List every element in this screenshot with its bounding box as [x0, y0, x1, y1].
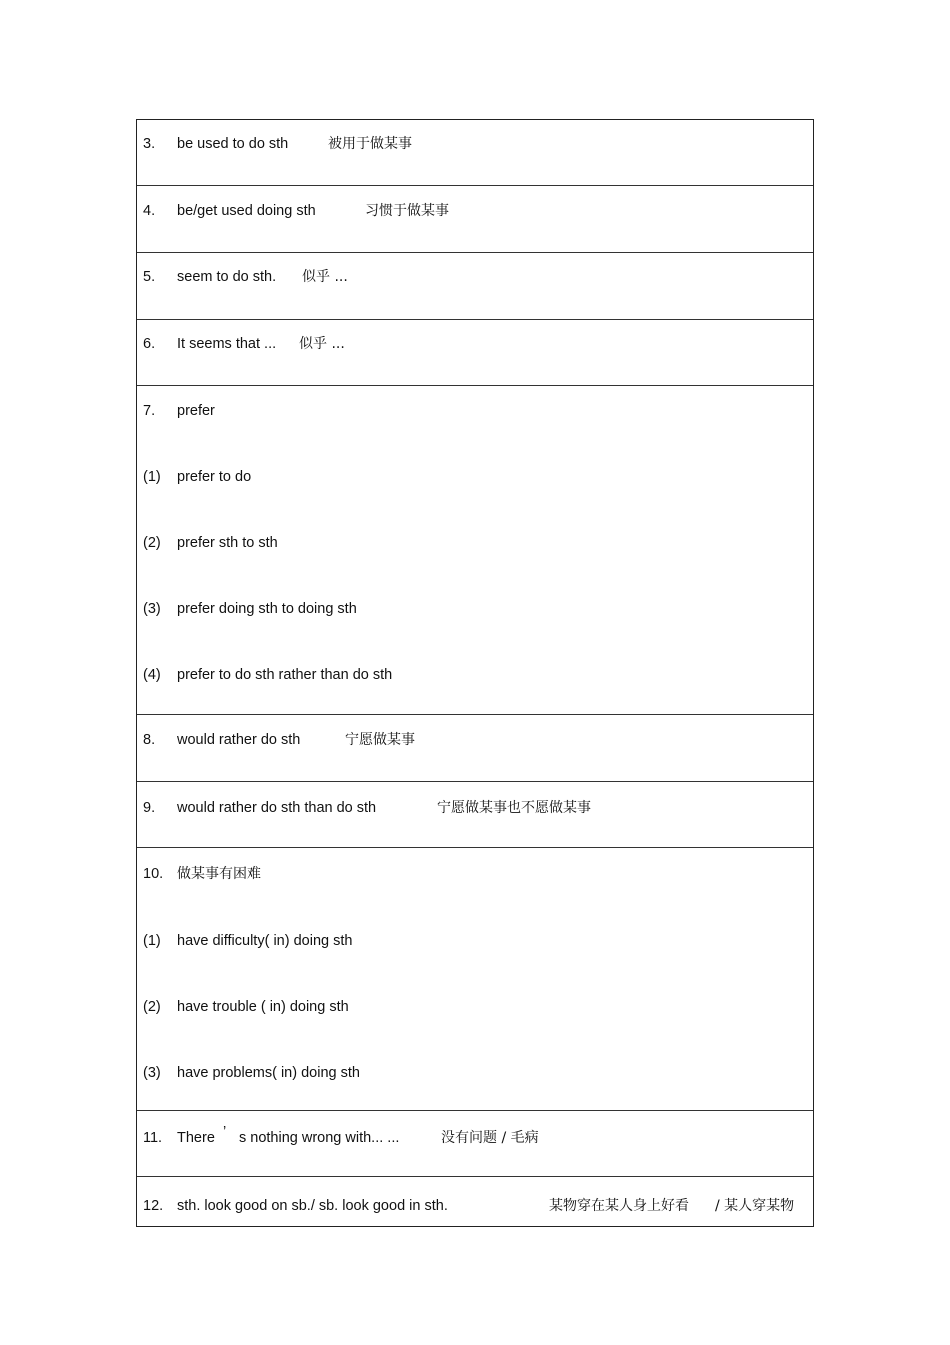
- sub-item-number: (2): [143, 535, 161, 551]
- item-number: 12.: [143, 1198, 164, 1214]
- phrase-text: would rather do sth: [177, 732, 301, 748]
- item-number: 9.: [143, 800, 156, 816]
- phrase-meaning: 似乎 ...: [302, 269, 348, 285]
- table-row: [137, 848, 813, 1111]
- sub-phrase-text: prefer to do sth rather than do sth: [177, 667, 393, 683]
- sub-item-number: (1): [143, 469, 161, 485]
- sub-phrase-text: have difficulty( in) doing sth: [177, 933, 353, 949]
- phrase-text: be/get used doing sth: [177, 203, 316, 219]
- phrase-text: 做某事有困难: [177, 866, 261, 882]
- phrase-text: be used to do sth: [177, 136, 289, 152]
- table-row: [137, 120, 813, 186]
- item-number: 7.: [143, 403, 156, 419]
- sub-phrase-text: prefer to do: [177, 469, 252, 485]
- phrase-text: prefer: [177, 403, 215, 419]
- sub-item-number: (1): [143, 933, 161, 949]
- sub-item-number: (3): [143, 1065, 161, 1081]
- phrase-meaning: 宁愿做某事: [345, 732, 415, 748]
- table-row: [137, 253, 813, 320]
- phrase-text-end: s nothing wrong with... ...: [239, 1130, 400, 1146]
- item-number: 10.: [143, 866, 164, 882]
- sub-phrase-text: have trouble ( in) doing sth: [177, 999, 349, 1015]
- apostrophe-mark: ’: [223, 1124, 227, 1140]
- phrase-text: sth. look good on sb./ sb. look good in sth.: [177, 1198, 448, 1214]
- table-row: [137, 386, 813, 715]
- phrase-meaning: 被用于做某事: [328, 136, 412, 152]
- phrase-meaning: 没有问题 / 毛病: [441, 1130, 539, 1146]
- phrase-text: would rather do sth than do sth: [177, 800, 377, 816]
- sub-item-number: (3): [143, 601, 161, 617]
- sub-phrase-text: prefer doing sth to doing sth: [177, 601, 357, 617]
- phrase-meaning: 某物穿在某人身上好看: [549, 1198, 689, 1214]
- item-number: 5.: [143, 269, 156, 285]
- table-row: [137, 320, 813, 386]
- sub-phrase-text: have problems( in) doing sth: [177, 1065, 360, 1081]
- phrase-meaning: 习惯于做某事: [365, 203, 449, 219]
- phrase-meaning: 似乎 ...: [299, 336, 345, 352]
- phrase-meaning-alt: / 某人穿某物: [715, 1198, 795, 1214]
- item-number: 6.: [143, 336, 156, 352]
- phrase-text: It seems that ...: [177, 336, 277, 352]
- phrase-text: seem to do sth.: [177, 269, 277, 285]
- table-row: [137, 1177, 813, 1227]
- item-number: 3.: [143, 136, 156, 152]
- phrase-meaning: 宁愿做某事也不愿做某事: [437, 800, 591, 816]
- table-row: [137, 1111, 813, 1177]
- sub-phrase-text: prefer sth to sth: [177, 535, 278, 551]
- table-row: [137, 715, 813, 782]
- item-number: 4.: [143, 203, 156, 219]
- sub-item-number: (4): [143, 667, 161, 683]
- phrase-table: [136, 119, 814, 1227]
- item-number: 8.: [143, 732, 156, 748]
- table-row: [137, 186, 813, 253]
- table-row: [137, 782, 813, 848]
- sub-item-number: (2): [143, 999, 161, 1015]
- item-number: 11.: [143, 1130, 163, 1146]
- phrase-text-start: There: [177, 1130, 215, 1146]
